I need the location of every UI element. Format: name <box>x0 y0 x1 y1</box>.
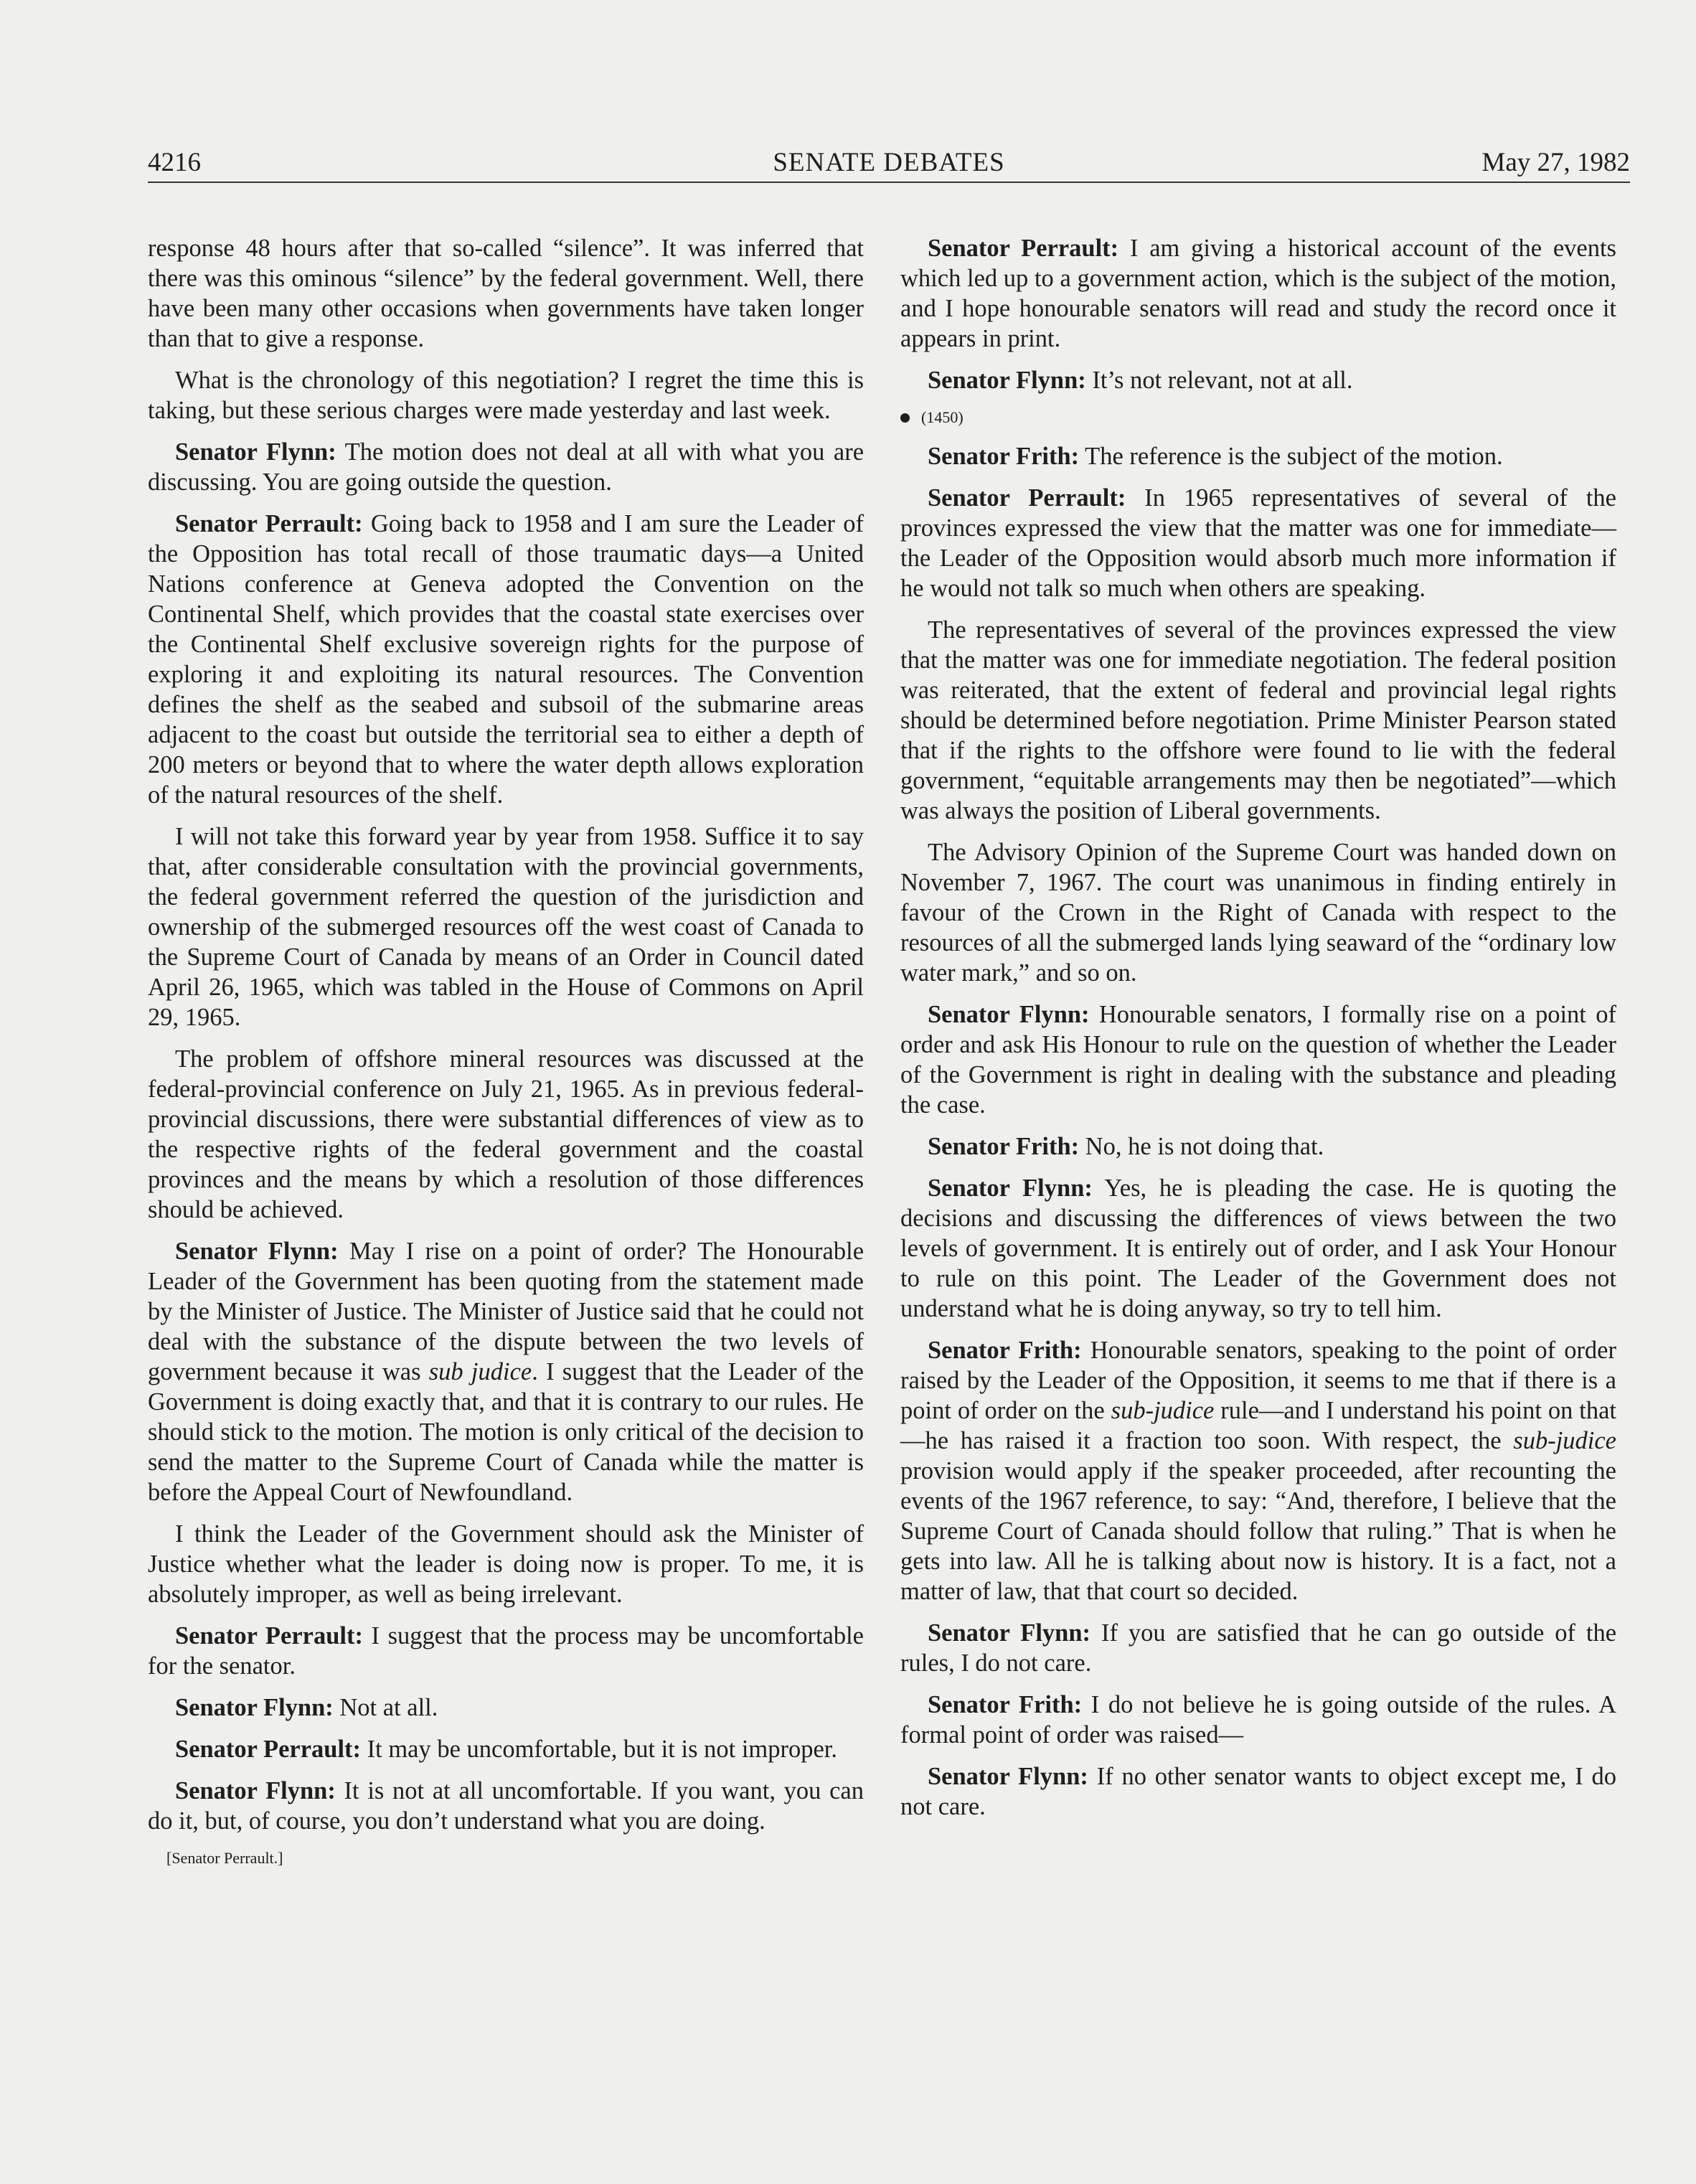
paragraph: The Advisory Opinion of the Supreme Court was handed down on November 7, 1967. The court was unanimous in finding entirely in favour of the Crown in the Right of Canada with respect to the resources of all the submerged lands lying seaward of the “ordinary low water mark,” and so on. <box>900 839 1616 987</box>
speech: Senator Flynn: Yes, he is pleading the case. He is quoting the decisions and discussing the differences of views between the two levels of government. It is entirely out of order, and I ask Your Honour to rule on this point. The Leader of the Government does not understand what he is doing anyway, so try to tell him. <box>900 1175 1617 1322</box>
speaker-name: Senator Flynn: <box>175 1777 336 1804</box>
speaker-name: Senator Frith: <box>928 1691 1083 1718</box>
speaker-name: Senator Flynn: <box>175 1694 334 1721</box>
speech: Senator Frith: I do not believe he is going outside of the rules. A formal point of order was raised— <box>900 1691 1616 1748</box>
speech: Senator Frith: The reference is the subject of the motion. <box>928 443 1503 470</box>
paragraph: I think the Leader of the Government should ask the Minister of Justice whether what the leader is doing now is proper. To me, it is absolutely improper, as well as being irrelevant. <box>148 1520 864 1608</box>
right-column <box>900 233 1616 1833</box>
speaker-name: Senator Perrault: <box>928 484 1126 512</box>
paragraph: I will not take this forward year by year from 1958. Suffice it to say that, after considerable consultation with the provincial governments, the federal government referred the question of the jurisdiction and ownership of the submerged resources off the west coast of Canada to the Supreme Court of Canada by means of an Order in Council dated April 26, 1965, which was tabled in the House of Commons on April 29, 1965. <box>148 823 864 1031</box>
paragraph: response 48 hours after that so-called “silence”. It was inferred that there was this ominous “silence” by the federal government. Well, there have been many other occasions when governments have taken longer than that to give a response. <box>148 235 864 352</box>
speaker-name: Senator Flynn: <box>175 438 336 466</box>
paragraph: The representatives of several of the provinces expressed the view that the matter was one for immediate negotiation. The federal position was reiterated, that the extent of federal and provincial legal rights should be determined before negotiation. Prime Minister Pearson stated that if the rights to the offshore were found to lie with the federal government, “equitable arrangements may then be negotiated”—which was always the position of Liberal governments. <box>900 616 1616 824</box>
speech: Senator Perrault: It may be uncomfortable, but it is not improper. <box>175 1736 838 1763</box>
speaker-name: Senator Frith: <box>928 443 1080 470</box>
speaker-name: Senator Flynn: <box>928 1001 1090 1028</box>
speech: Senator Flynn: Honourable senators, I formally rise on a point of order and ask His Honour to rule on the question of whether the Leader of the Government is right in dealing with the substance and pleading the case. <box>900 1001 1616 1119</box>
publication-title: SENATE DEBATES <box>773 148 1005 177</box>
bullet-icon <box>900 413 910 423</box>
speaker-footnote: [Senator Perrault.] <box>166 1849 283 1867</box>
speaker-name: Senator Perrault: <box>928 235 1119 262</box>
paragraph: What is the chronology of this negotiation? I regret the time this is taking, but these serious charges were made yesterday and last week. <box>148 367 864 424</box>
speaker-name: Senator Perrault: <box>175 510 363 537</box>
speaker-name: Senator Flynn: <box>175 1238 339 1265</box>
speech: Senator Flynn: The motion does not deal at all with what you are discussing. You are going outside the question. <box>148 438 865 496</box>
speaker-name: Senator Perrault: <box>175 1622 363 1649</box>
speaker-name: Senator Flynn: <box>928 1619 1091 1647</box>
paragraph: The problem of offshore mineral resources was discussed at the federal-provincial conference on July 21, 1965. As in previous federal-provincial discussions, there were substantial differences of view as to the respective rights of the federal government and the coastal provinces and the means by which a resolution of those differences should be achieved. <box>148 1045 864 1223</box>
left-column <box>148 233 864 1881</box>
speech: Senator Perrault: I suggest that the process may be uncomfortable for the senator. <box>148 1622 864 1680</box>
speaker-name: Senator Perrault: <box>175 1736 362 1763</box>
speech: Senator Flynn: If you are satisfied that he can go outside of the rules, I do not care. <box>900 1619 1617 1677</box>
speaker-name: Senator Frith: <box>928 1133 1080 1160</box>
speech: Senator Flynn: May I rise on a point of order? The Honourable Leader of the Government has been quoting from the statement made by the Minister of Justice. The Minister of Justice said that he could not deal with the substance of the dispute between the two levels of government because it was sub judice. I suggest that the Leader of the Government is doing exactly that, and that it is contrary to our rules. He should stick to the motion. The motion is only critical of the decision to send the matter to the Supreme Court of Canada while the matter is before the Appeal Court of Newfoundland. <box>148 1238 865 1506</box>
speech: Senator Perrault: In 1965 representatives of several of the provinces expressed the view that the matter was one for immediate—the Leader of the Opposition would absorb much more information if he would not talk so much when others are speaking. <box>900 484 1616 602</box>
speech: Senator Flynn: It is not at all uncomfortable. If you want, you can do it, but, of course, you don’t understand what you are doing. <box>148 1777 864 1835</box>
speech: Senator Flynn: Not at all. <box>175 1694 438 1721</box>
speaker-name: Senator Frith: <box>928 1337 1082 1364</box>
time-marker: (1450) <box>900 407 1616 428</box>
page-number: 4216 <box>148 148 201 177</box>
page-header <box>148 147 1630 179</box>
speaker-name: Senator Flynn: <box>928 1763 1088 1790</box>
speech: Senator Perrault: Going back to 1958 and I am sure the Leader of the Opposition has total recall of those traumatic days—a United Nations conference at Geneva adopted the Convention on the Continental Shelf, which provides that the coastal state exercises over the Continental Shelf exclusive sovereign rights for the purpose of exploring it and exploiting its natural resources. The Convention defines the shelf as the seabed and subsoil of the submarine areas adjacent to the coast but outside the territorial sea to either a depth of 200 meters or beyond that to where the water depth allows exploration of the natural resources of the shelf. <box>148 510 864 809</box>
header-rule <box>148 182 1630 183</box>
speaker-name: Senator Flynn: <box>928 367 1086 394</box>
speech: Senator Frith: No, he is not doing that. <box>928 1133 1324 1160</box>
speech: Senator Flynn: If no other senator wants to object except me, I do not care. <box>900 1763 1616 1820</box>
speech: Senator Perrault: I am giving a historical account of the events which led up to a government action, which is the subject of the motion, and I hope honourable senators will read and study the record once it appears in print. <box>900 235 1616 352</box>
speaker-name: Senator Flynn: <box>928 1175 1093 1202</box>
page-date: May 27, 1982 <box>1481 148 1630 177</box>
speech: Senator Flynn: It’s not relevant, not at all. <box>928 367 1353 394</box>
speech: Senator Frith: Honourable senators, speaking to the point of order raised by the Leader of the Opposition, it seems to me that if there is a point of order on the sub-judice rule—and I understand his point on that—he has raised it a fraction too soon. With respect, the sub-judice provision would apply if the speaker proceeded, after recounting the events of the 1967 reference, to say: “And, therefore, I believe that the Supreme Court of Canada should follow that ruling.” That is when he gets into law. All he is talking about now is history. It is a fact, not a matter of law, that that court so decided. <box>900 1337 1616 1605</box>
